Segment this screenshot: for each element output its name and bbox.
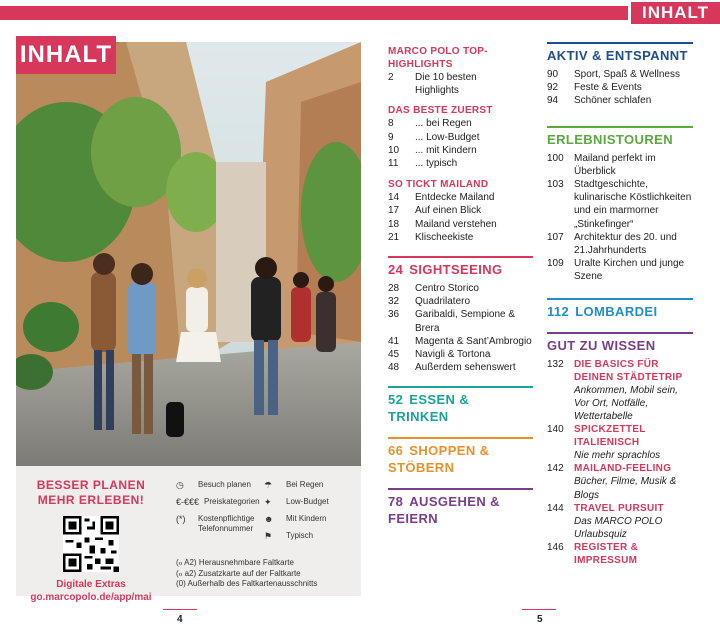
asterisk-note: (*) bbox=[176, 514, 186, 524]
page-title: INHALT bbox=[16, 36, 116, 74]
toc-column-middle bbox=[388, 42, 533, 527]
toc-entry[interactable]: 18 Mailand verstehen bbox=[388, 218, 497, 230]
legend-item: €-€€€ Preiskategorien bbox=[176, 497, 260, 507]
toc-entry[interactable]: 17 Auf einen Blick bbox=[388, 205, 482, 217]
extras-url[interactable]: go.marcopolo.de/app/mai bbox=[30, 592, 152, 603]
section-rule bbox=[547, 42, 693, 44]
toc-entry[interactable]: 90 Sport, Spaß & Wellness bbox=[547, 69, 680, 80]
toc-entry[interactable]: 48 Außerdem sehenswert bbox=[388, 362, 516, 374]
toc-entry[interactable]: 8 ... bei Regen bbox=[388, 118, 472, 130]
toc-entry[interactable]: 10 ... mit Kindern bbox=[388, 144, 477, 156]
toc-entry[interactable]: 2 Die 10 besten Highlights bbox=[388, 72, 477, 97]
toc-entry[interactable]: 21 Klischeekiste bbox=[388, 231, 474, 243]
piggy-bank-icon: ✦ bbox=[264, 497, 272, 507]
section-aktiv[interactable]: AKTIV & ENTSPANNT bbox=[547, 48, 688, 63]
section-so-tickt: SO TICKT MAILAND bbox=[388, 179, 489, 191]
legend-item: ◷ Besuch planen bbox=[176, 480, 251, 490]
toc-entry[interactable]: 11 ... typisch bbox=[388, 158, 458, 170]
toc-entry[interactable]: 45 Navigli & Tortona bbox=[388, 349, 491, 361]
promo-block bbox=[16, 478, 166, 604]
extras-title: Digitale Extras bbox=[56, 579, 126, 590]
section-top-highlights: MARCO POLO TOP-HIGHLIGHTS bbox=[388, 46, 488, 70]
page-number-rule bbox=[522, 609, 556, 610]
toc-entry[interactable]: 94 Schöner schlafen bbox=[547, 95, 652, 107]
section-essen[interactable]: 52 ESSEN & TRINKEN bbox=[388, 392, 470, 425]
toc-entry[interactable]: 36 Garibaldi, Sempione & Brera bbox=[388, 309, 516, 334]
map-note: (ℴ a2) Zusatzkarte auf der Faltkarte bbox=[176, 568, 301, 578]
section-rule bbox=[388, 488, 533, 490]
aktiv-list bbox=[547, 68, 693, 108]
promo-line-2: MEHR ERLEBEN! bbox=[37, 493, 145, 507]
flag-icon: ⚑ bbox=[264, 531, 273, 541]
section-ausgehen[interactable]: 78 AUSGEHEN & FEIERN bbox=[388, 494, 500, 527]
erlebnis-list bbox=[547, 152, 693, 284]
section-rule bbox=[388, 437, 533, 439]
toc-entry[interactable]: 109 Uralte Kirchen und junge Szene bbox=[547, 258, 685, 283]
legend-item: (*) Kostenpflichtige Telefonnummer bbox=[176, 514, 255, 533]
price-icon: €-€€€ bbox=[176, 497, 200, 507]
legend-item: ☂ Bei Regen bbox=[264, 480, 324, 490]
toc-entry[interactable]: 92 Feste & Events bbox=[547, 82, 642, 94]
legend-item: ✦ Low-Budget bbox=[264, 497, 329, 507]
toc-entry[interactable]: 103 Stadtgeschichte, kulinarische Köstlichkeiten und ein marmorner „Stinkefinger“ bbox=[547, 179, 692, 230]
toc-entry[interactable]: 100 Mailand perfekt im Überblick bbox=[547, 152, 656, 177]
section-lombardei[interactable]: 112 LOMBARDEI bbox=[547, 303, 658, 319]
toc-entry[interactable]: 14 Entdecke Mailand bbox=[388, 192, 495, 204]
page-number-rule bbox=[163, 609, 197, 610]
street-photo bbox=[16, 42, 361, 466]
page-number-left: 4 bbox=[177, 614, 183, 625]
toc-entry[interactable]: 142 MAILAND-FEELING Bücher, Filme, Musik & Blogs bbox=[547, 463, 677, 501]
toc-entry[interactable]: 146 REGISTER & IMPRESSUM bbox=[547, 542, 639, 567]
toc-entry[interactable]: 41 Magenta & Sant’Ambrogio bbox=[388, 335, 532, 347]
gut-list bbox=[547, 358, 693, 568]
section-erlebnis[interactable]: ERLEBNISTOUREN bbox=[547, 131, 673, 147]
info-panel bbox=[16, 466, 361, 603]
section-rule bbox=[547, 332, 693, 334]
top-accent-bar bbox=[0, 6, 628, 20]
map-note: (0) Außerhalb des Faltkartenausschnitts bbox=[176, 579, 318, 588]
legend-item: ⚑ Typisch bbox=[264, 531, 314, 541]
toc-entry[interactable]: 140 SPICKZETTEL ITALIENISCH Nie mehr sprachlos bbox=[547, 424, 661, 462]
toc-column-right bbox=[547, 42, 693, 567]
toc-entry[interactable]: 132 DIE BASICS FÜR DEINEN STÄDTETRIP Ankommen, Mobil sein, Vor Ort, Notfälle, Wettertabelle bbox=[547, 358, 683, 423]
section-rule bbox=[388, 386, 533, 388]
header-tab: INHALT bbox=[631, 2, 720, 24]
legend-item: ☻ Mit Kindern bbox=[264, 514, 327, 524]
section-rule bbox=[547, 126, 693, 128]
section-rule bbox=[547, 298, 693, 300]
toc-entry[interactable]: 107 Architektur des 20. und 21.Jahrhunderts bbox=[547, 231, 677, 257]
page-number-right: 5 bbox=[537, 614, 543, 625]
toc-entry[interactable]: 32 Quadrilatero bbox=[388, 296, 471, 308]
clock-icon: ◷ bbox=[176, 480, 184, 490]
section-rule bbox=[388, 256, 533, 258]
map-note: (ℴ A2) Herausnehmbare Faltkarte bbox=[176, 558, 294, 567]
map-notes bbox=[176, 558, 356, 590]
section-das-beste: DAS BESTE ZUERST bbox=[388, 105, 493, 117]
toc-entry[interactable]: 28 Centro Storico bbox=[388, 283, 479, 295]
section-gut-zu-wissen[interactable]: GUT ZU WISSEN bbox=[547, 337, 656, 353]
toc-entry[interactable]: 144 TRAVEL PURSUIT Das MARCO POLO Urlaubsquiz bbox=[547, 502, 664, 541]
section-shoppen[interactable]: 66 SHOPPEN & STÖBERN bbox=[388, 443, 490, 476]
section-sightseeing[interactable]: 24 SIGHTSEEING bbox=[388, 262, 503, 278]
toc-entry[interactable]: 9 ... Low-Budget bbox=[388, 131, 480, 143]
promo-line-1: BESSER PLANEN bbox=[36, 478, 146, 492]
sightseeing-list bbox=[388, 282, 533, 374]
qr-code-icon[interactable] bbox=[63, 516, 119, 572]
family-icon: ☻ bbox=[264, 514, 274, 524]
umbrella-icon: ☂ bbox=[264, 480, 273, 490]
